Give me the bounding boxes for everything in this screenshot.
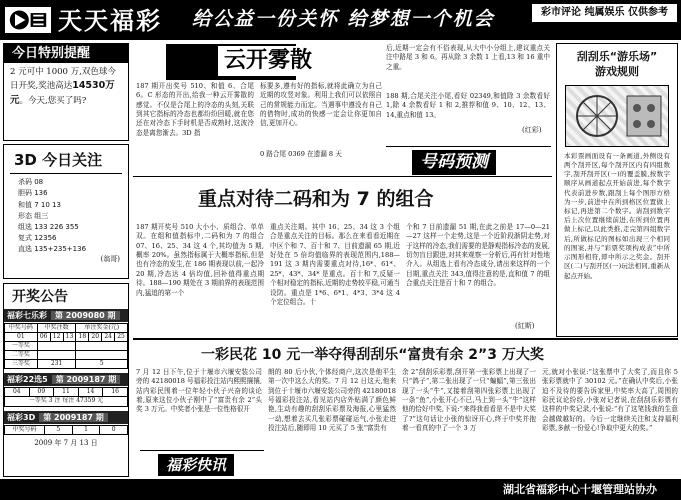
scratch-rules-box	[556, 43, 678, 337]
welfare-lottery-logo	[3, 5, 53, 35]
focus-line: 杀码 08	[18, 178, 44, 187]
main-headline: 重点对待二码和为 7 的组合	[198, 188, 434, 210]
x22-table	[4, 387, 128, 406]
focus-line: 和值 7 10 13	[18, 200, 61, 209]
special-reminder-text	[4, 63, 128, 112]
scratch-headline-1: 刮刮乐“游乐场”	[576, 50, 658, 63]
focus-3d-box	[3, 144, 129, 279]
slogan: 给公益一份关怀 给梦想一个机会	[192, 8, 495, 30]
focus-credit: (翁哥)	[100, 254, 120, 263]
main-article-col1: 187 期开奖号 510 大小小、质组合、单单双。在组和值指标中,二码和为 7 的组合 07、16、25、34 这 4 个,其均值为 5 期,概率 20%。虽然指标属于大概率指标,但是也有冷态的发生,在 186 期表现以前,一起冷 20 期,冷态达 4 倍均值,回补值得重点期待。188—190 期处在 3 期前界的表现范围内,猛追的第一个	[136, 223, 264, 297]
top-article-col2-end: 0 路合尾 0369 在遗漏 8 天	[260, 150, 342, 158]
special-reminder-title: 今日特别提醒	[4, 44, 128, 63]
focus-line: 形态 组三	[18, 211, 49, 220]
focus-3d-title: 3D 今日关注	[14, 151, 103, 169]
bottom-headline: 一彩民花 10 元一举夺得刮刮乐“富贵有余 2”3 万大奖	[201, 347, 544, 363]
top-article-col2: 标要多,遵有好的指标,就将此确立为自己近期的攻竖对象。利用上我们可以依照自己的常规能力而定。当遇事中遵没有自己的借物时,成功的快感一定会让你更加自信,更加开心。	[260, 82, 382, 128]
table-row: 三等奖 231 5	[5, 360, 128, 369]
d3-header: 福彩3D 第 2009187 期	[4, 411, 128, 424]
qlc-table: 中奖号码 中奖注数 单注奖金(元) 01 06 12 13 18 20 24 25 一等奖 二等奖 三等奖 231 5	[4, 323, 128, 369]
main-article-credit: (紅斯)	[515, 322, 535, 330]
main-article-col3: 个和 7 目前遗漏 51 期,在此之前是 17—0—21—27 这样一个走势,这是一个近阶段渐阴走势,对于这样的冷态,我们需要的是静观指标冷态的发展,切勿盲目跟进,对其来观察一分析后,再有针对性地介入。从组选上看有冷态成分,请出来这样的一个目期,重点关注 343,值得注意的是,直和值 7 的组合重点关注是百十和 7 的组合。	[406, 223, 550, 288]
table-row: 二等奖	[5, 351, 128, 360]
top-article-col3: 后,近期一定会有不俗表现,从大中小分组上,建议重点关注中路尾 3 和 6。再从除 3 余数 1 上看,13 和 16 重中之重。	[386, 44, 550, 71]
disclaimer-tags: 彩市评论 纯属娱乐 仅供参考	[532, 4, 677, 22]
brand-title: 天天福彩	[58, 6, 162, 35]
special-reminder-box	[3, 43, 129, 141]
x22-numbers-row: 04 09 11 14 16	[5, 388, 128, 397]
draw-date: 2009 年 7 月 13 日	[34, 438, 98, 447]
focus-line: 胆码 136	[18, 189, 48, 198]
top-headline: 云开雾散	[218, 46, 318, 76]
bottom-article-col1: 7 月 12 日下午,位于十堰市六堰安装公司旁的 42180018 号福彩投注站内熙熙攘攘,站内彩民围着一位年轻小伙子兴奋的谈论着,原来这位小伙子刚中了“富贵有余 2”头奖 3 万元。中奖者小张是一位性格很开	[136, 368, 262, 414]
scratch-ticket-image	[565, 85, 669, 147]
draw-announcement-box	[3, 283, 129, 477]
bottom-article-col4: 元,就对小张说:“这张票中了大奖了,而且你 5 张彩票就中了 30102 元。”在确认中奖后,小张迫不及待的要告诉家里,中奖率大高了,周围的彩民议论纷纷,小张对记者说,在刮刮乐彩票有这样的中奖记录,小张说:“有了这笔钱我的生意会越做越好的。今后一定继续关注和支持福利彩票,多献一份爱心!争取中更大的奖。”	[542, 368, 678, 433]
footer-bar: 湖北省福彩中心十堰管理站协办	[0, 479, 681, 500]
bottom-article-col2: 朗的 80 后小伙,个体经商户,这次是他平生第一次中这么大的奖。7 月 12 日这天,他来到位于十堰市六堰安装公司旁的 42180018 号福彩投注站,看见站内店外贴满了颜色鲜艳,生动有趣的刮刮乐彩票及海报,心里猛然一动,想着去买几张彩票碰碰运气,小张走进投注站后,随即用 10 元买了 5 张“富贵有	[268, 368, 396, 433]
qlc-header: 福彩七乐彩 第 2009080 期	[4, 309, 128, 322]
d3-table: 中奖号码 5 1 0	[4, 425, 128, 435]
x22-header: 福彩22选5 第 2009187 期	[4, 373, 128, 386]
prediction-label: 号码预测	[412, 150, 496, 175]
lottery-emblem-icon	[5, 7, 51, 33]
focus-3d-list	[4, 177, 128, 255]
scratch-rules-text: 本彩票画面设有一条画道,外侧设有两个刮开区,每个刮开区内有四组数字,刮开刮开区(一)的覆盖膜,按数字顺序从画道起点开始前进,每个数字代表前进步数,跟刮上每个图形方格为一步,前进中在所到格区位置做上标记,再进第二个数字。请刮到数字后上次位置继续前进,在所到位置再做上标记,以此类推,走完第四组数字后,所做标记的图标如出现三个相同的图案,并与“彩票奖项构成表”中所示图形相符,即中所示之奖金。刮开区(二)与刮开区(一)玩法相同,重新从起点开始。	[564, 151, 670, 280]
focus-line: 组选 133 226 355	[18, 223, 79, 231]
table-row: 一等奖	[5, 342, 128, 351]
brief-label: 福彩快讯	[158, 454, 234, 476]
special-text-b: 。今天,您买了吗?	[19, 95, 87, 106]
qlc-numbers-row: 01 06 12 13 18 20 24 25	[5, 332, 128, 341]
top-article-col3b: 188 期,合尾关注小尾,看好 02349,和值除 3 余数看好 1,除 4 余数看好 1 和 2,推荐和值 9、10、12、13、14,重点和值 13。	[386, 92, 550, 119]
top-article-col1: 187 期开出奖号 510、和值 6、合尾 6。C 形态的开出,给我一种云开雾散的感觉。不仅是合尾上的冷态的头刻,关联到其它指标的冷态也都纷纷回暖,就在您还在对冷态下手时机是否成熟时,这波冷态是离您渐去。3D 指	[136, 82, 254, 137]
main-article-col2: 重点关注期。其中 16、25、34 这 3 个组合是重点关注的目标。那么在来看看近期在中区个和 7、百十和 7、目前遗漏 65 期,近好处在 5 倍均值临界的表现范围内,188—191 这 3 期内需要重点对待,16*、61*、25*、43*、34* 是重点。百十和 7,反疑一个相对稳定的指标,近期的走势较平稳,可通当设防。重点是 1*6、6*1、4*3、3*4 这 4 个定位组合。十	[270, 223, 400, 306]
draw-title: 开奖公告	[12, 289, 68, 305]
focus-line: 复式 12356	[18, 234, 57, 243]
x22-prize: 一等奖 3 注 每注 47359 元	[5, 397, 128, 406]
ferris-wheel-icon	[566, 86, 668, 146]
top-article-credit: (红彩)	[522, 126, 542, 134]
focus-line: 直选 135+235+136	[18, 245, 87, 254]
special-text-a: 2 元可中 1000 万,双色球今日开奖,奖池高达	[10, 67, 116, 92]
scratch-headline-2: 游戏规则	[595, 64, 639, 78]
bottom-article-col3: 余 2”刮刮乐彩票,刮开第一张彩票上出现了一只“鸽子”,第二张出现了一只“蝙蝠”,第三张出现了一头“牛”,又接着刮第四张彩票上出现了一条“鱼”,小张开心不已,马上到一头“牛”这样他的恰好中奖,下说:“来得我看看是不是中大奖了?”这句话让小张的惊讶开心,终于中奖并抱着一看真的中了一个 3 万	[402, 368, 536, 433]
jackpot-amount: 14530万元	[10, 80, 115, 106]
